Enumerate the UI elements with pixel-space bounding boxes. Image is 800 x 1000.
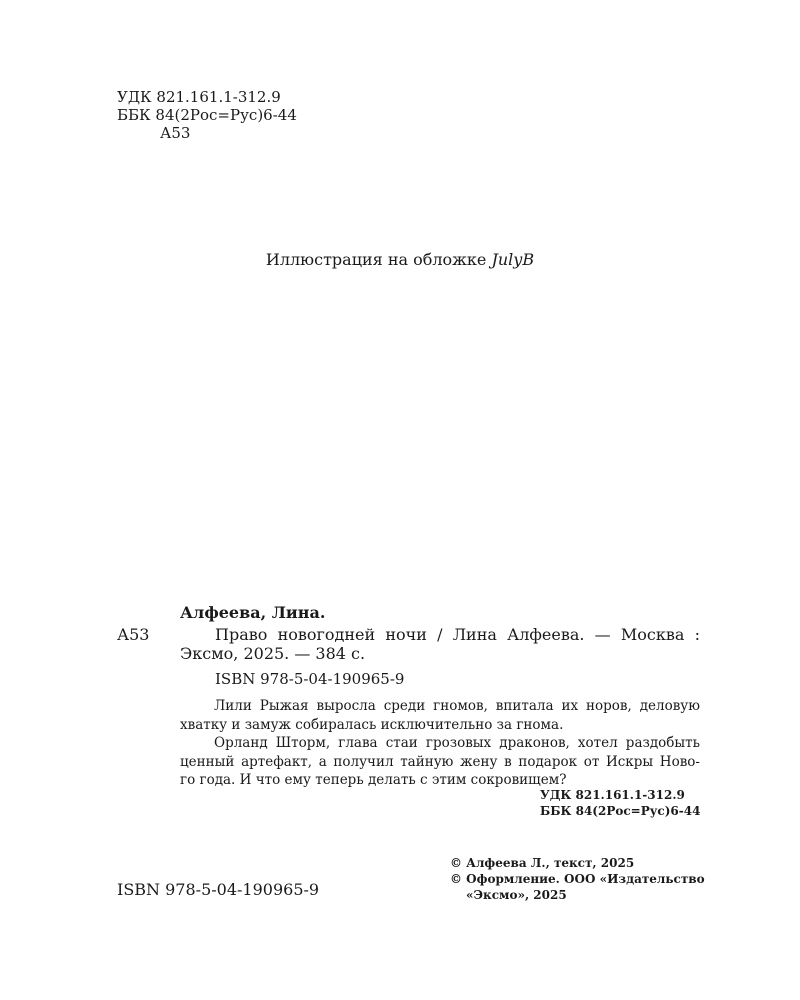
annotation-line-2: хватку и замуж собиралась исключительно за гнома. <box>180 716 564 733</box>
catalog-author-mark: А53 <box>117 625 150 644</box>
top-udk-code: УДК 821.161.1-312.9 <box>117 88 281 106</box>
catalog-title-line-2: Эксмо, 2025. — 384 с. <box>180 644 366 663</box>
catalog-author-heading: Алфеева, Лина. <box>180 603 326 622</box>
catalog-annotation <box>180 697 700 790</box>
copyright-line-3: «Эксмо», 2025 <box>466 888 567 902</box>
illustration-artist-name: JulyB <box>491 250 535 269</box>
copyright-line-1: © Алфеева Л., текст, 2025 <box>450 856 635 870</box>
annotation-line-1: Лили Рыжая выросла среди гномов, впитала их норов, деловую <box>214 698 700 714</box>
annotation-line-4: ценный артефакт, а получил тайную жену в подарок от Искры Ново- <box>180 753 700 770</box>
top-classification-codes <box>117 88 297 142</box>
footer-isbn: ISBN 978-5-04-190965-9 <box>117 880 320 899</box>
copyright-block <box>450 855 705 903</box>
illustration-credit-prefix: Иллюстрация на обложке <box>265 250 492 269</box>
top-bbk-code: ББК 84(2Рос=Рус)6-44 <box>117 106 297 124</box>
catalog-udk-code: УДК 821.161.1-312.9 <box>540 788 685 802</box>
illustration-credit <box>0 250 800 269</box>
annotation-line-5: го года. И что ему теперь делать с этим сокровищем? <box>180 772 567 788</box>
catalog-bbk-code: ББК 84(2Рос=Рус)6-44 <box>540 804 701 818</box>
top-author-mark: А53 <box>160 124 191 142</box>
catalog-title-line-1: Право новогодней ночи / Лина Алфеева. — Москва : <box>215 625 700 644</box>
catalog-isbn: ISBN 978-5-04-190965-9 <box>215 670 405 688</box>
copyright-line-2: © Оформление. ООО «Издательство <box>450 872 705 886</box>
annotation-line-3: Орланд Шторм, глава стаи грозовых драконов, хотел раздобыть <box>214 735 700 751</box>
catalog-classification-codes <box>540 787 700 819</box>
